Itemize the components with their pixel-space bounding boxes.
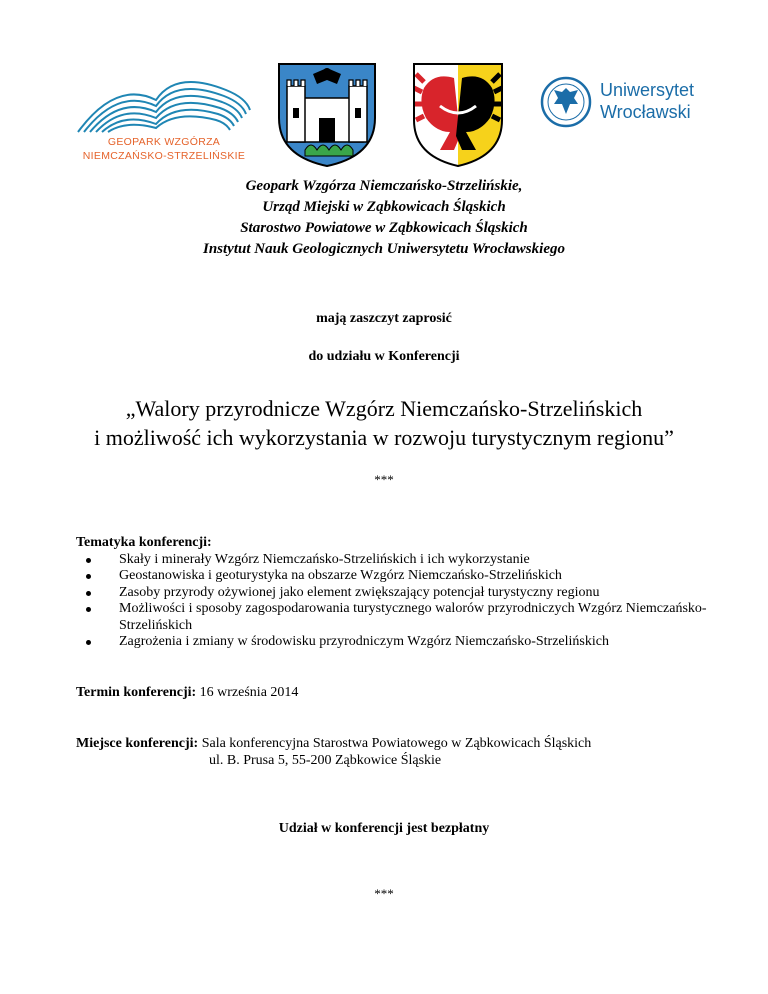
logos-row — [0, 48, 768, 168]
organizers — [0, 176, 768, 260]
topics-section — [76, 535, 716, 651]
free-participation-note: Udział w konferencji jest bezpłatny — [278, 821, 490, 836]
topic-item: Zasoby przyrody ożywionej jako element zwiększający potencjał turystyczny regionu — [119, 585, 716, 602]
conference-title-line1: „Walory przyrodnicze Wzgórz Niemczańsko-Strzelińskich — [125, 396, 643, 421]
organizer-line: Urząd Miejski w Ząbkowicach Śląskich — [262, 199, 506, 215]
university-logo — [540, 76, 720, 136]
conference-date — [76, 685, 298, 702]
organizer-line: Starostwo Powiatowe w Ząbkowicach Śląskich — [240, 220, 528, 236]
university-eagle-seal-icon — [540, 76, 592, 128]
eagles-shield-icon — [410, 58, 506, 168]
place-value: Sala konferencyjna Starostwa Powiatowego w Ząbkowicach Śląskich — [201, 736, 592, 751]
organizer-line: Instytut Nauk Geologicznych Uniwersytetu Wrocławskiego — [203, 241, 565, 257]
topic-item: Zagrożenia i zmiany w środowisku przyrodniczym Wzgórz Niemczańsko-Strzelińskich — [119, 634, 716, 651]
geopark-logo — [76, 70, 252, 170]
conference-place — [76, 736, 716, 769]
topic-item: Możliwości i sposoby zagospodarowania turystycznego walorów przyrodniczych Wzgórz Niemczańsko-Strzelińskich — [119, 601, 716, 634]
topic-item: Geostanowiska i geoturystyka na obszarze Wzgórz Niemczańsko-Strzelińskich — [119, 568, 716, 585]
date-value: 16 września 2014 — [199, 685, 299, 700]
separator: *** — [374, 886, 394, 901]
university-name-line1: Uniwersytet — [600, 80, 695, 100]
university-name-line2: Wrocławski — [600, 102, 691, 122]
geopark-name-line1: GEOPARK WZGÓRZA — [107, 136, 221, 148]
county-coat-of-arms — [410, 58, 506, 168]
separator: *** — [374, 472, 394, 487]
place-address: ul. B. Prusa 5, 55-200 Ząbkowice Śląskie — [209, 752, 442, 768]
geopark-name-line2: NIEMCZAŃSKO-STRZELIŃSKIE — [82, 150, 246, 162]
castle-eagle-shield-icon — [275, 58, 379, 168]
conference-title — [0, 394, 768, 452]
topic-item: Skały i minerały Wzgórz Niemczańsko-Strzelińskich i ich wykorzystanie — [119, 552, 716, 569]
participation-line: do udziału w Konferencji — [308, 349, 460, 364]
topics-heading: Tematyka konferencji: — [76, 535, 212, 550]
invite-line: mają zaszczyt zaprosić — [316, 311, 452, 326]
city-coat-of-arms — [275, 58, 379, 168]
conference-title-line2: i możliwość ich wykorzystania w rozwoju turystycznym regionu” — [94, 425, 674, 450]
topics-list — [76, 552, 716, 651]
organizer-line: Geopark Wzgórza Niemczańsko-Strzelińskie, — [245, 178, 523, 194]
place-label: Miejsce konferencji: — [76, 736, 199, 751]
date-label: Termin konferencji: — [76, 685, 197, 700]
geopark-hills-icon — [76, 70, 252, 140]
